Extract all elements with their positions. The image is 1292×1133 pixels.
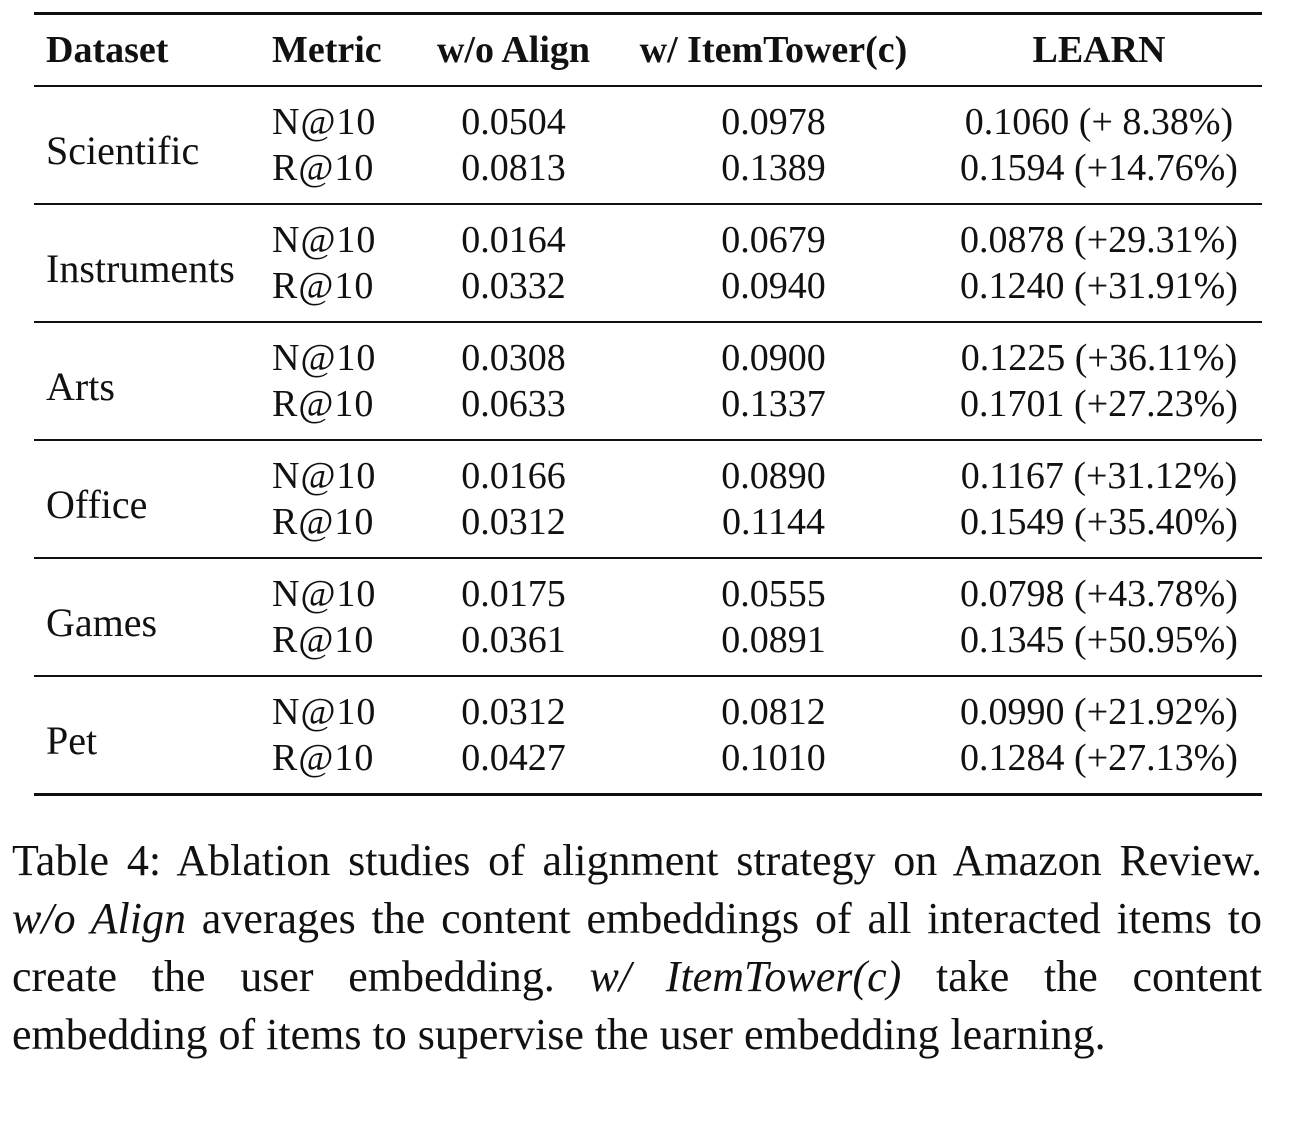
- dataset-cell: Instruments: [46, 246, 235, 291]
- table-row: [34, 440, 1262, 499]
- header-itemtower: w/ ItemTower(c): [639, 29, 908, 71]
- itemtower-cell: 0.0891: [721, 619, 826, 661]
- wo-align-cell: 0.0175: [461, 573, 566, 615]
- metric-cell: N@10: [272, 337, 377, 379]
- header-row: [34, 14, 1262, 87]
- metric-cell: R@10: [272, 737, 375, 779]
- learn-cell: 0.0990 (+21.92%): [960, 691, 1238, 733]
- table-row: [34, 86, 1262, 145]
- itemtower-cell: 0.0812: [721, 691, 826, 733]
- header-metric: Metric: [272, 29, 382, 71]
- itemtower-cell: 0.0555: [721, 573, 826, 615]
- metric-cell: R@10: [272, 383, 375, 425]
- itemtower-cell: 0.1389: [721, 147, 826, 189]
- table-row: [34, 204, 1262, 263]
- dataset-group-pet: [34, 676, 1262, 795]
- learn-cell: 0.1225 (+36.11%): [960, 337, 1238, 379]
- table-header: [34, 14, 1262, 87]
- dataset-group-arts: [34, 322, 1262, 440]
- caption-term-itemtower: w/ ItemTower(c): [589, 952, 902, 1001]
- wo-align-cell: 0.0504: [461, 101, 566, 143]
- table-row: [34, 676, 1262, 735]
- dataset-cell: Pet: [46, 718, 98, 763]
- ablation-table-container: [34, 12, 1262, 796]
- wo-align-cell: 0.0813: [461, 147, 566, 189]
- dataset-group-games: [34, 558, 1262, 676]
- dataset-cell: Office: [46, 482, 148, 527]
- wo-align-cell: 0.0312: [461, 501, 566, 543]
- wo-align-cell: 0.0427: [461, 737, 566, 779]
- learn-cell: 0.1167 (+31.12%): [960, 455, 1238, 497]
- header-wo-align: w/o Align: [436, 29, 591, 71]
- metric-cell: N@10: [272, 573, 377, 615]
- learn-cell: 0.1284 (+27.13%): [960, 737, 1238, 779]
- learn-cell: 0.0798 (+43.78%): [960, 573, 1238, 615]
- table-row: [34, 322, 1262, 381]
- learn-cell: 0.1594 (+14.76%): [960, 147, 1238, 189]
- itemtower-cell: 0.1337: [721, 383, 826, 425]
- itemtower-cell: 0.0679: [721, 219, 826, 261]
- dataset-cell: Scientific: [46, 128, 200, 173]
- itemtower-cell: 0.0940: [721, 265, 826, 307]
- dataset-group-scientific: [34, 86, 1262, 204]
- header-dataset: Dataset: [46, 29, 169, 71]
- itemtower-cell: 0.0900: [721, 337, 826, 379]
- learn-cell: 0.1060 (+ 8.38%): [964, 101, 1234, 143]
- itemtower-cell: 0.0890: [721, 455, 826, 497]
- wo-align-cell: 0.0164: [461, 219, 566, 261]
- dataset-cell: Arts: [46, 364, 115, 409]
- wo-align-cell: 0.0633: [461, 383, 566, 425]
- metric-cell: R@10: [272, 501, 375, 543]
- itemtower-cell: 0.1144: [721, 501, 826, 543]
- metric-cell: N@10: [272, 455, 377, 497]
- metric-cell: R@10: [272, 619, 375, 661]
- learn-cell: 0.1345 (+50.95%): [960, 619, 1238, 661]
- wo-align-cell: 0.0361: [461, 619, 566, 661]
- learn-cell: 0.0878 (+29.31%): [960, 219, 1238, 261]
- learn-cell: 0.1549 (+35.40%): [960, 501, 1238, 543]
- table-caption: [12, 832, 1262, 1064]
- wo-align-cell: 0.0308: [461, 337, 566, 379]
- wo-align-cell: 0.0332: [461, 265, 566, 307]
- learn-cell: 0.1701 (+27.23%): [960, 383, 1238, 425]
- metric-cell: R@10: [272, 265, 375, 307]
- metric-cell: N@10: [272, 101, 377, 143]
- itemtower-cell: 0.0978: [721, 101, 826, 143]
- table-row: [34, 558, 1262, 617]
- header-learn: LEARN: [1032, 29, 1166, 71]
- metric-cell: R@10: [272, 147, 375, 189]
- metric-cell: N@10: [272, 219, 377, 261]
- dataset-group-office: [34, 440, 1262, 558]
- caption-suffix: take the content embedding of items to supervise the user embedding learning.: [12, 952, 1263, 1059]
- ablation-table: [34, 12, 1262, 796]
- caption-prefix: Table 4: Ablation studies of alignment strategy on Amazon Review.: [12, 836, 1262, 885]
- wo-align-cell: 0.0166: [461, 455, 566, 497]
- dataset-cell: Games: [46, 600, 158, 645]
- caption-term-wo-align: w/o Align: [12, 894, 186, 943]
- wo-align-cell: 0.0312: [461, 691, 566, 733]
- caption-middle: averages the content embeddings of all interacted items to create the user embedding.: [12, 894, 1262, 1001]
- itemtower-cell: 0.1010: [721, 737, 826, 779]
- metric-cell: N@10: [272, 691, 377, 733]
- dataset-group-instruments: [34, 204, 1262, 322]
- learn-cell: 0.1240 (+31.91%): [960, 265, 1238, 307]
